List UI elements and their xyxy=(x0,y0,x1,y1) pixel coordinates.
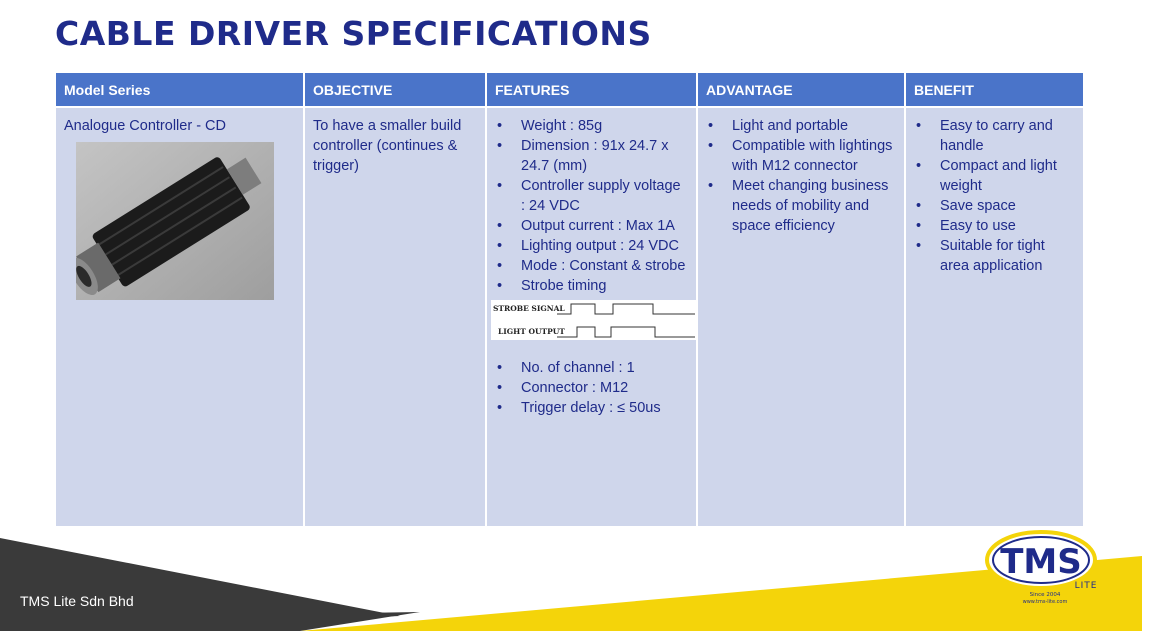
header-benefit: BENEFIT xyxy=(905,72,1084,107)
objective-cell: To have a smaller build controller (continues & trigger) xyxy=(304,107,486,527)
list-item: • Compatible with lightings with M12 connector xyxy=(706,136,896,176)
list-item: • Mode : Constant & strobe xyxy=(495,256,688,276)
list-item: • Meet changing business needs of mobility and space efficiency xyxy=(706,176,896,236)
list-item: • Dimension : 91x 24.7 x 24.7 (mm) xyxy=(495,136,688,176)
company-logo xyxy=(984,528,1106,613)
logo-subtext: LITE xyxy=(1074,581,1098,591)
list-item: • Connector : M12 xyxy=(495,378,688,398)
list-item: • Easy to use xyxy=(914,216,1075,236)
header-model-series: Model Series xyxy=(55,72,304,107)
header-advantage: ADVANTAGE xyxy=(697,72,905,107)
list-item: • Lighting output : 24 VDC xyxy=(495,236,688,256)
list-item: • Compact and light weight xyxy=(914,156,1075,196)
logo-text: TMS xyxy=(1000,542,1082,582)
light-output-label: LIGHT OUTPUT xyxy=(498,327,565,336)
list-item: • Light and portable xyxy=(706,116,896,136)
logo-since: Since 2004 xyxy=(1029,592,1061,598)
list-item: • Easy to carry and handle xyxy=(914,116,1075,156)
list-item: • No. of channel : 1 xyxy=(495,358,688,378)
list-item: • Output current : Max 1A xyxy=(495,216,688,236)
list-item: • Save space xyxy=(914,196,1075,216)
company-name: TMS Lite Sdn Bhd xyxy=(20,593,134,609)
list-item: • Suitable for tight area application xyxy=(914,236,1075,276)
list-item: • Strobe timing xyxy=(495,276,688,296)
list-item: • Trigger delay : ≤ 50us xyxy=(495,398,688,418)
list-item: • Controller supply voltage : 24 VDC xyxy=(495,176,688,216)
model-name: Analogue Controller - CD xyxy=(64,118,226,134)
page-title: CABLE DRIVER SPECIFICATIONS xyxy=(55,14,652,53)
header-objective: OBJECTIVE xyxy=(304,72,486,107)
list-item: • Weight : 85g xyxy=(495,116,688,136)
header-features: FEATURES xyxy=(486,72,697,107)
logo-url: www.tms-lite.com xyxy=(1022,599,1068,605)
strobe-signal-label: STROBE SIGNAL xyxy=(493,304,565,313)
